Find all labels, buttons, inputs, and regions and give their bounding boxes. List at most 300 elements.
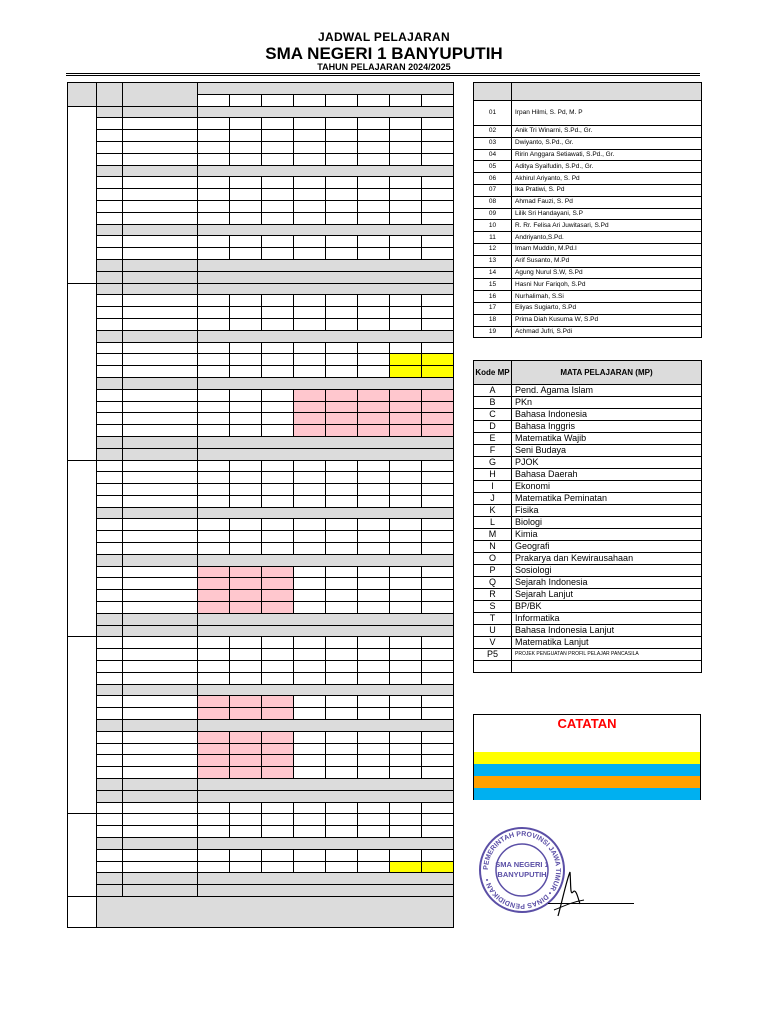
schedule-slot-cell bbox=[422, 495, 454, 507]
schedule-slot-cell bbox=[390, 484, 422, 496]
schedule-row bbox=[68, 602, 454, 614]
teacher-number: 12 bbox=[474, 243, 512, 255]
schedule-slot-cell bbox=[422, 118, 454, 130]
schedule-time-cell bbox=[123, 189, 198, 201]
schedule-slot-cell bbox=[358, 708, 390, 720]
schedule-slot-cell bbox=[230, 130, 262, 142]
schedule-slot-cell bbox=[422, 826, 454, 838]
schedule-slot-cell bbox=[326, 602, 358, 614]
schedule-row bbox=[68, 649, 454, 661]
schedule-slot-cell bbox=[326, 826, 358, 838]
schedule-slot-cell bbox=[422, 425, 454, 437]
schedule-table bbox=[67, 82, 454, 928]
schedule-slot-cell bbox=[230, 495, 262, 507]
schedule-slot-cell bbox=[358, 177, 390, 189]
schedule-hour-cell bbox=[97, 413, 123, 425]
schedule-slot-cell bbox=[198, 472, 230, 484]
schedule-slot-cell bbox=[262, 460, 294, 472]
schedule-slot-cell bbox=[390, 118, 422, 130]
schedule-slot-cell bbox=[230, 861, 262, 873]
teacher-row bbox=[474, 255, 702, 267]
schedule-break-cell bbox=[198, 779, 454, 791]
schedule-slot-cell bbox=[358, 318, 390, 330]
schedule-slot-cell bbox=[230, 519, 262, 531]
seal-line-1: SMA NEGERI 1 bbox=[495, 860, 549, 869]
schedule-time-cell bbox=[123, 755, 198, 767]
schedule-slot-cell bbox=[358, 849, 390, 861]
schedule-slot-cell bbox=[422, 755, 454, 767]
schedule-slot-cell bbox=[262, 354, 294, 366]
teacher-name: Ahmad Fauzi, S. Pd bbox=[512, 196, 702, 208]
schedule-slot-cell bbox=[198, 212, 230, 224]
academic-year: TAHUN PELAJARAN 2024/2025 bbox=[317, 62, 451, 72]
schedule-slot-cell bbox=[358, 413, 390, 425]
schedule-time-cell bbox=[123, 283, 198, 295]
schedule-slot-cell bbox=[358, 731, 390, 743]
subject-name: Matematika Peminatan bbox=[512, 493, 702, 505]
schedule-row bbox=[68, 661, 454, 673]
schedule-hour-cell bbox=[97, 354, 123, 366]
schedule-time-cell bbox=[123, 318, 198, 330]
schedule-row bbox=[68, 578, 454, 590]
teacher-number: 05 bbox=[474, 161, 512, 173]
schedule-day-cell bbox=[68, 106, 97, 283]
subject-name: BP/BK bbox=[512, 601, 702, 613]
subject-name: Sosiologi bbox=[512, 565, 702, 577]
schedule-slot-cell bbox=[326, 484, 358, 496]
subject-code-header: Kode MP bbox=[474, 361, 512, 385]
notes-band-orange bbox=[474, 776, 700, 788]
subject-code: B bbox=[474, 397, 512, 409]
schedule-slot-cell bbox=[294, 366, 326, 378]
teacher-row bbox=[474, 126, 702, 138]
schedule-slot-cell bbox=[326, 802, 358, 814]
schedule-row bbox=[68, 271, 454, 283]
teacher-row bbox=[474, 161, 702, 173]
schedule-hour-cell bbox=[97, 720, 123, 732]
schedule-slot-cell bbox=[294, 484, 326, 496]
schedule-slot-cell bbox=[390, 401, 422, 413]
subject-row bbox=[474, 613, 702, 625]
schedule-slot-cell bbox=[390, 425, 422, 437]
schedule-hour-cell bbox=[97, 602, 123, 614]
schedule-row bbox=[68, 554, 454, 566]
schedule-row bbox=[68, 342, 454, 354]
schedule-slot-cell bbox=[390, 755, 422, 767]
schedule-slot-cell bbox=[358, 366, 390, 378]
schedule-slot-cell bbox=[198, 531, 230, 543]
schedule-slot-cell bbox=[358, 590, 390, 602]
schedule-slot-cell bbox=[198, 118, 230, 130]
schedule-slot-cell bbox=[390, 743, 422, 755]
schedule-slot-cell bbox=[422, 130, 454, 142]
schedule-slot-cell bbox=[358, 130, 390, 142]
schedule-time-cell bbox=[123, 307, 198, 319]
schedule-slot-cell bbox=[326, 413, 358, 425]
schedule-slot-cell bbox=[230, 649, 262, 661]
subject-name: Bahasa Indonesia Lanjut bbox=[512, 625, 702, 637]
schedule-time-cell bbox=[123, 165, 198, 177]
schedule-slot-cell bbox=[294, 731, 326, 743]
schedule-hour-cell bbox=[97, 425, 123, 437]
subject-name: Prakarya dan Kewirausahaan bbox=[512, 553, 702, 565]
schedule-slot-cell bbox=[422, 743, 454, 755]
schedule-slot-cell bbox=[422, 672, 454, 684]
schedule-slot-cell bbox=[326, 849, 358, 861]
schedule-slot-cell bbox=[198, 200, 230, 212]
schedule-hour-cell bbox=[97, 779, 123, 791]
schedule-header-class-cell bbox=[262, 94, 294, 106]
schedule-row bbox=[68, 330, 454, 342]
schedule-hour-cell bbox=[97, 708, 123, 720]
schedule-slot-cell bbox=[326, 401, 358, 413]
schedule-hour-cell bbox=[97, 401, 123, 413]
schedule-slot-cell bbox=[294, 814, 326, 826]
schedule-hour-cell bbox=[97, 189, 123, 201]
teacher-row bbox=[474, 196, 702, 208]
schedule-break-cell bbox=[198, 224, 454, 236]
schedule-time-cell bbox=[123, 566, 198, 578]
schedule-slot-cell bbox=[262, 472, 294, 484]
subject-name: Geografi bbox=[512, 541, 702, 553]
teacher-row bbox=[474, 279, 702, 291]
schedule-slot-cell bbox=[198, 826, 230, 838]
teacher-number: 06 bbox=[474, 173, 512, 185]
schedule-break-cell bbox=[198, 259, 454, 271]
schedule-slot-cell bbox=[326, 566, 358, 578]
schedule-slot-cell bbox=[198, 189, 230, 201]
schedule-slot-cell bbox=[198, 425, 230, 437]
schedule-heading: JADWAL PELAJARAN bbox=[318, 30, 450, 44]
schedule-hour-cell bbox=[97, 153, 123, 165]
schedule-slot-cell bbox=[198, 141, 230, 153]
schedule-slot-cell bbox=[358, 814, 390, 826]
schedule-slot-cell bbox=[390, 366, 422, 378]
schedule-slot-cell bbox=[390, 307, 422, 319]
schedule-slot-cell bbox=[326, 767, 358, 779]
schedule-slot-cell bbox=[230, 566, 262, 578]
schedule-row bbox=[68, 366, 454, 378]
schedule-slot-cell bbox=[294, 295, 326, 307]
schedule-slot-cell bbox=[326, 153, 358, 165]
schedule-slot-cell bbox=[422, 141, 454, 153]
teacher-row bbox=[474, 326, 702, 338]
schedule-slot-cell bbox=[326, 578, 358, 590]
schedule-slot-cell bbox=[422, 318, 454, 330]
schedule-time-cell bbox=[123, 613, 198, 625]
schedule-slot-cell bbox=[294, 460, 326, 472]
schedule-time-cell bbox=[123, 590, 198, 602]
schedule-time-cell bbox=[123, 141, 198, 153]
schedule-hour-cell bbox=[97, 543, 123, 555]
schedule-slot-cell bbox=[390, 578, 422, 590]
schedule-slot-cell bbox=[230, 177, 262, 189]
schedule-time-cell bbox=[123, 696, 198, 708]
teacher-name: Arif Susanto, M.Pd bbox=[512, 255, 702, 267]
schedule-time-cell bbox=[123, 366, 198, 378]
schedule-slot-cell bbox=[326, 814, 358, 826]
schedule-time-cell bbox=[123, 413, 198, 425]
schedule-slot-cell bbox=[262, 318, 294, 330]
schedule-slot-cell bbox=[294, 637, 326, 649]
schedule-slot-cell bbox=[326, 731, 358, 743]
schedule-slot-cell bbox=[422, 484, 454, 496]
subject-blank-cell bbox=[474, 661, 512, 673]
schedule-time-cell bbox=[123, 625, 198, 637]
teacher-name: Ika Pratiwi, S. Pd bbox=[512, 184, 702, 196]
schedule-slot-cell bbox=[198, 153, 230, 165]
schedule-slot-cell bbox=[198, 767, 230, 779]
schedule-slot-cell bbox=[422, 366, 454, 378]
schedule-slot-cell bbox=[262, 731, 294, 743]
schedule-slot-cell bbox=[390, 519, 422, 531]
subject-row bbox=[474, 421, 702, 433]
subject-name: Sejarah Indonesia bbox=[512, 577, 702, 589]
schedule-slot-cell bbox=[230, 248, 262, 260]
schedule-hour-cell bbox=[97, 755, 123, 767]
subject-name: Bahasa Daerah bbox=[512, 469, 702, 481]
schedule-slot-cell bbox=[230, 708, 262, 720]
schedule-hour-cell bbox=[97, 307, 123, 319]
schedule-slot-cell bbox=[262, 602, 294, 614]
schedule-slot-cell bbox=[326, 708, 358, 720]
schedule-slot-cell bbox=[262, 814, 294, 826]
schedule-time-cell bbox=[123, 259, 198, 271]
schedule-slot-cell bbox=[358, 802, 390, 814]
schedule-hour-cell bbox=[97, 330, 123, 342]
schedule-slot-cell bbox=[230, 755, 262, 767]
subject-row bbox=[474, 433, 702, 445]
schedule-slot-cell bbox=[294, 389, 326, 401]
schedule-slot-cell bbox=[390, 354, 422, 366]
subject-code: K bbox=[474, 505, 512, 517]
schedule-slot-cell bbox=[326, 130, 358, 142]
schedule-header-hour-cell bbox=[97, 83, 123, 107]
schedule-time-cell bbox=[123, 236, 198, 248]
subject-code: O bbox=[474, 553, 512, 565]
schedule-slot-cell bbox=[230, 590, 262, 602]
schedule-slot-cell bbox=[198, 814, 230, 826]
schedule-slot-cell bbox=[358, 307, 390, 319]
schedule-slot-cell bbox=[358, 861, 390, 873]
schedule-slot-cell bbox=[422, 802, 454, 814]
schedule-row bbox=[68, 425, 454, 437]
schedule-slot-cell bbox=[294, 649, 326, 661]
schedule-slot-cell bbox=[358, 472, 390, 484]
schedule-time-cell bbox=[123, 401, 198, 413]
schedule-slot-cell bbox=[230, 849, 262, 861]
teacher-number: 08 bbox=[474, 196, 512, 208]
schedule-slot-cell bbox=[422, 566, 454, 578]
schedule-slot-cell bbox=[262, 389, 294, 401]
schedule-row bbox=[68, 708, 454, 720]
schedule-slot-cell bbox=[390, 130, 422, 142]
schedule-slot-cell bbox=[390, 637, 422, 649]
schedule-time-cell bbox=[123, 436, 198, 448]
schedule-time-cell bbox=[123, 838, 198, 850]
schedule-break-cell bbox=[198, 448, 454, 460]
schedule-slot-cell bbox=[198, 177, 230, 189]
schedule-hour-cell bbox=[97, 248, 123, 260]
schedule-slot-cell bbox=[358, 354, 390, 366]
schedule-hour-cell bbox=[97, 130, 123, 142]
schedule-slot-cell bbox=[326, 672, 358, 684]
teacher-name: Anik Tri Winarni, S.Pd., Gr. bbox=[512, 126, 702, 138]
schedule-slot-cell bbox=[390, 236, 422, 248]
schedule-row bbox=[68, 436, 454, 448]
schedule-slot-cell bbox=[326, 543, 358, 555]
subject-code: H bbox=[474, 469, 512, 481]
subject-row bbox=[474, 649, 702, 661]
schedule-slot-cell bbox=[198, 661, 230, 673]
schedule-header-class-cell bbox=[422, 94, 454, 106]
schedule-row bbox=[68, 130, 454, 142]
subject-code: S bbox=[474, 601, 512, 613]
schedule-slot-cell bbox=[230, 826, 262, 838]
schedule-slot-cell bbox=[326, 495, 358, 507]
schedule-hour-cell bbox=[97, 106, 123, 118]
schedule-slot-cell bbox=[262, 342, 294, 354]
subject-row bbox=[474, 385, 702, 397]
schedule-row bbox=[68, 177, 454, 189]
teacher-row bbox=[474, 291, 702, 303]
schedule-row bbox=[68, 566, 454, 578]
schedule-slot-cell bbox=[358, 389, 390, 401]
schedule-slot-cell bbox=[230, 484, 262, 496]
teacher-header-name-cell bbox=[512, 83, 702, 101]
schedule-slot-cell bbox=[198, 354, 230, 366]
schedule-slot-cell bbox=[294, 566, 326, 578]
schedule-slot-cell bbox=[390, 212, 422, 224]
schedule-hour-cell bbox=[97, 767, 123, 779]
schedule-slot-cell bbox=[422, 153, 454, 165]
schedule-slot-cell bbox=[326, 590, 358, 602]
schedule-row bbox=[68, 743, 454, 755]
schedule-slot-cell bbox=[230, 212, 262, 224]
subject-code: P bbox=[474, 565, 512, 577]
schedule-slot-cell bbox=[262, 590, 294, 602]
schedule-slot-cell bbox=[198, 696, 230, 708]
schedule-hour-cell bbox=[97, 519, 123, 531]
schedule-slot-cell bbox=[294, 767, 326, 779]
teacher-row bbox=[474, 302, 702, 314]
schedule-hour-cell bbox=[97, 165, 123, 177]
teacher-number: 16 bbox=[474, 291, 512, 303]
schedule-break-cell bbox=[198, 106, 454, 118]
schedule-slot-cell bbox=[422, 814, 454, 826]
subject-code: M bbox=[474, 529, 512, 541]
schedule-time-cell bbox=[123, 519, 198, 531]
teacher-name: Imam Muddin, M.Pd.I bbox=[512, 243, 702, 255]
schedule-slot-cell bbox=[390, 649, 422, 661]
schedule-slot-cell bbox=[262, 708, 294, 720]
schedule-break-cell bbox=[198, 838, 454, 850]
schedule-time-cell bbox=[123, 153, 198, 165]
schedule-hour-cell bbox=[97, 637, 123, 649]
subject-code: D bbox=[474, 421, 512, 433]
schedule-slot-cell bbox=[198, 731, 230, 743]
schedule-slot-cell bbox=[422, 295, 454, 307]
schedule-slot-cell bbox=[262, 743, 294, 755]
schedule-slot-cell bbox=[422, 708, 454, 720]
schedule-break-cell bbox=[198, 873, 454, 885]
subject-row-blank bbox=[474, 661, 702, 673]
schedule-slot-cell bbox=[230, 731, 262, 743]
schedule-break-cell bbox=[198, 165, 454, 177]
schedule-slot-cell bbox=[294, 318, 326, 330]
teacher-row bbox=[474, 220, 702, 232]
schedule-hour-cell bbox=[97, 259, 123, 271]
schedule-slot-cell bbox=[358, 661, 390, 673]
schedule-time-cell bbox=[123, 684, 198, 696]
subject-name: Informatika bbox=[512, 613, 702, 625]
schedule-time-cell bbox=[123, 271, 198, 283]
subject-name: Matematika Lanjut bbox=[512, 637, 702, 649]
schedule-slot-cell bbox=[262, 696, 294, 708]
schedule-slot-cell bbox=[358, 484, 390, 496]
schedule-slot-cell bbox=[390, 826, 422, 838]
schedule-slot-cell bbox=[390, 295, 422, 307]
schedule-slot-cell bbox=[358, 118, 390, 130]
schedule-slot-cell bbox=[198, 590, 230, 602]
schedule-slot-cell bbox=[358, 236, 390, 248]
schedule-slot-cell bbox=[326, 472, 358, 484]
schedule-hour-cell bbox=[97, 566, 123, 578]
schedule-slot-cell bbox=[422, 649, 454, 661]
subject-name: Sejarah Lanjut bbox=[512, 589, 702, 601]
schedule-slot-cell bbox=[198, 602, 230, 614]
schedule-slot-cell bbox=[294, 849, 326, 861]
teacher-row bbox=[474, 267, 702, 279]
schedule-slot-cell bbox=[422, 460, 454, 472]
schedule-time-cell bbox=[123, 554, 198, 566]
schedule-slot-cell bbox=[422, 849, 454, 861]
schedule-break-cell bbox=[198, 684, 454, 696]
teacher-name: Irpan Hilmi, S. Pd, M. P bbox=[512, 101, 702, 126]
schedule-slot-cell bbox=[198, 519, 230, 531]
schedule-slot-cell bbox=[262, 755, 294, 767]
schedule-slot-cell bbox=[262, 531, 294, 543]
schedule-row bbox=[68, 731, 454, 743]
schedule-time-cell bbox=[123, 578, 198, 590]
schedule-slot-cell bbox=[326, 236, 358, 248]
schedule-time-cell bbox=[123, 826, 198, 838]
schedule-time-cell bbox=[123, 861, 198, 873]
schedule-hour-cell bbox=[97, 873, 123, 885]
schedule-hour-cell bbox=[97, 271, 123, 283]
schedule-slot-cell bbox=[358, 602, 390, 614]
schedule-break-cell bbox=[198, 625, 454, 637]
teacher-row bbox=[474, 208, 702, 220]
schedule-slot-cell bbox=[358, 578, 390, 590]
schedule-slot-cell bbox=[326, 519, 358, 531]
schedule-slot-cell bbox=[198, 566, 230, 578]
subject-code: U bbox=[474, 625, 512, 637]
schedule-slot-cell bbox=[294, 177, 326, 189]
schedule-slot-cell bbox=[390, 531, 422, 543]
schedule-slot-cell bbox=[358, 519, 390, 531]
schedule-break-cell bbox=[198, 436, 454, 448]
schedule-slot-cell bbox=[262, 366, 294, 378]
subject-name: Ekonomi bbox=[512, 481, 702, 493]
subject-name: PJOK bbox=[512, 457, 702, 469]
subject-row bbox=[474, 601, 702, 613]
schedule-slot-cell bbox=[230, 295, 262, 307]
schedule-slot-cell bbox=[230, 413, 262, 425]
schedule-row bbox=[68, 637, 454, 649]
teacher-number: 03 bbox=[474, 137, 512, 149]
subject-name: PROJEK PENGUATAN PROFIL PELAJAR PANCASILA bbox=[512, 649, 702, 661]
